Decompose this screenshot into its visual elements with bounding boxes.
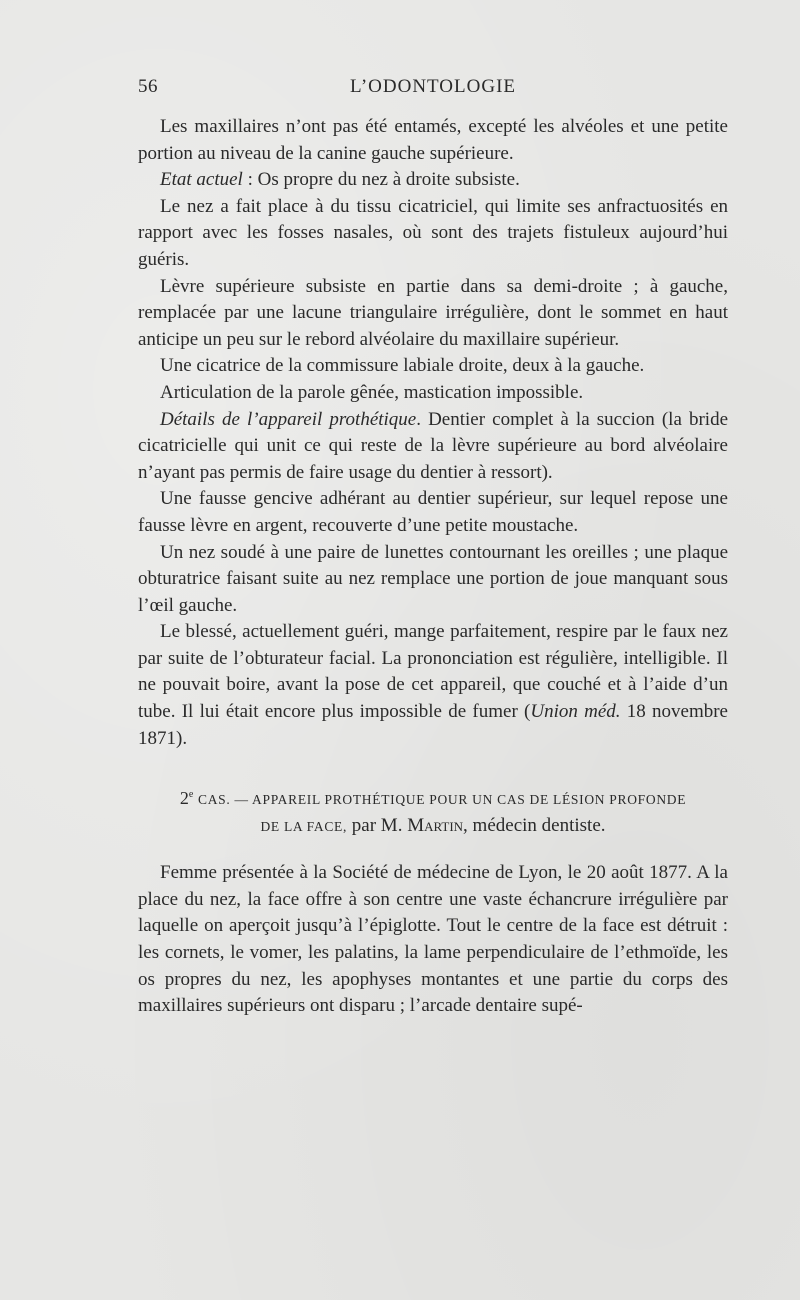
body-text (138, 114, 728, 1020)
paragraph: Le blessé, actuellement guéri, mange parfaitement, respire par le faux nez par suite de l’obturateur facial. La prononciation est régulière, intelligible. Il ne pouvait boire, avant la pose de cet appareil, que couché et à l’aide d’un tube. Il lui était encore plus impossible de fumer (Union méd. 18 novembre 1871). (138, 621, 728, 749)
paragraph: Femme présentée à la Société de médecine de Lyon, le 20 août 1877. A la place du nez, la face offre à son centre une vaste échancrure irrégulière par laquelle on aperçoit jusqu’à l’épiglotte. Tout le centre de la face est détruit : les cornets, le vomer, les palatins, la lame perpendiculaire de l’ethmoïde, les os propres du nez, les apophyses montantes et une partie du corps des maxillaires supérieurs ont disparu ; l’arcade dentaire supé- (138, 862, 728, 1017)
paragraph: Détails de l’appareil prothétique. Dentier complet à la succion (la bride cicatricielle qui unit ce qui reste de la lèvre supérieure au bord alvéolaire n’ayant pas permis de faire usage du dentier à ressort). (138, 408, 729, 483)
author-name: Martin (407, 815, 464, 837)
paragraph: Un nez soudé à une paire de lunettes contournant les oreilles ; une plaque obturatrice faisant suite au nez remplace une portion de joue manquant sous l’œil gauche. (138, 541, 728, 616)
running-title: L’ODONTOLOGIE (349, 76, 517, 97)
page-header (138, 76, 728, 100)
page-number: 56 (138, 76, 158, 97)
paragraph: Les maxillaires n’ont pas été entamés, excepté les alvéoles et une petite portion au niveau de la canine gauche supérieure. (138, 116, 728, 164)
case-title: — APPAREIL PROTHÉTIQUE POUR UN CAS DE LÉSION PROFONDE (230, 792, 687, 808)
case-label: CAS. (198, 792, 231, 808)
case-title-line2: DE LA FACE, par M. Martin, médecin dentiste. (260, 815, 606, 837)
italic-label: Etat actuel (160, 169, 243, 191)
case-heading (138, 782, 728, 840)
paragraph: Une fausse gencive adhérant au dentier supérieur, sur lequel repose une fausse lèvre en argent, recouverte d’une petite moustache. (138, 488, 728, 536)
paragraph: Lèvre supérieure subsiste en partie dans sa demi-droite ; à gauche, remplacée par une lacune triangulaire irrégulière, dont le sommet en haut anticipe un peu sur le rebord alvéolaire du maxillaire supérieur. (138, 275, 728, 350)
paragraph: Une cicatrice de la commissure labiale droite, deux à la gauche. (160, 355, 645, 377)
paragraph: Articulation de la parole gênée, mastication impossible. (160, 381, 584, 403)
case-number: 2e (179, 788, 194, 809)
paragraph: Le nez a fait place à du tissu cicatriciel, qui limite ses anfractuosités en rapport avec les fosses nasales, où sont des trajets fistuleux aujourd’hui guéris. (138, 195, 728, 270)
citation: Union méd. (530, 701, 621, 723)
italic-label: Détails de l’appareil prothétique (160, 408, 417, 430)
paragraph: Etat actuel : Os propre du nez à droite subsiste. (160, 169, 520, 191)
